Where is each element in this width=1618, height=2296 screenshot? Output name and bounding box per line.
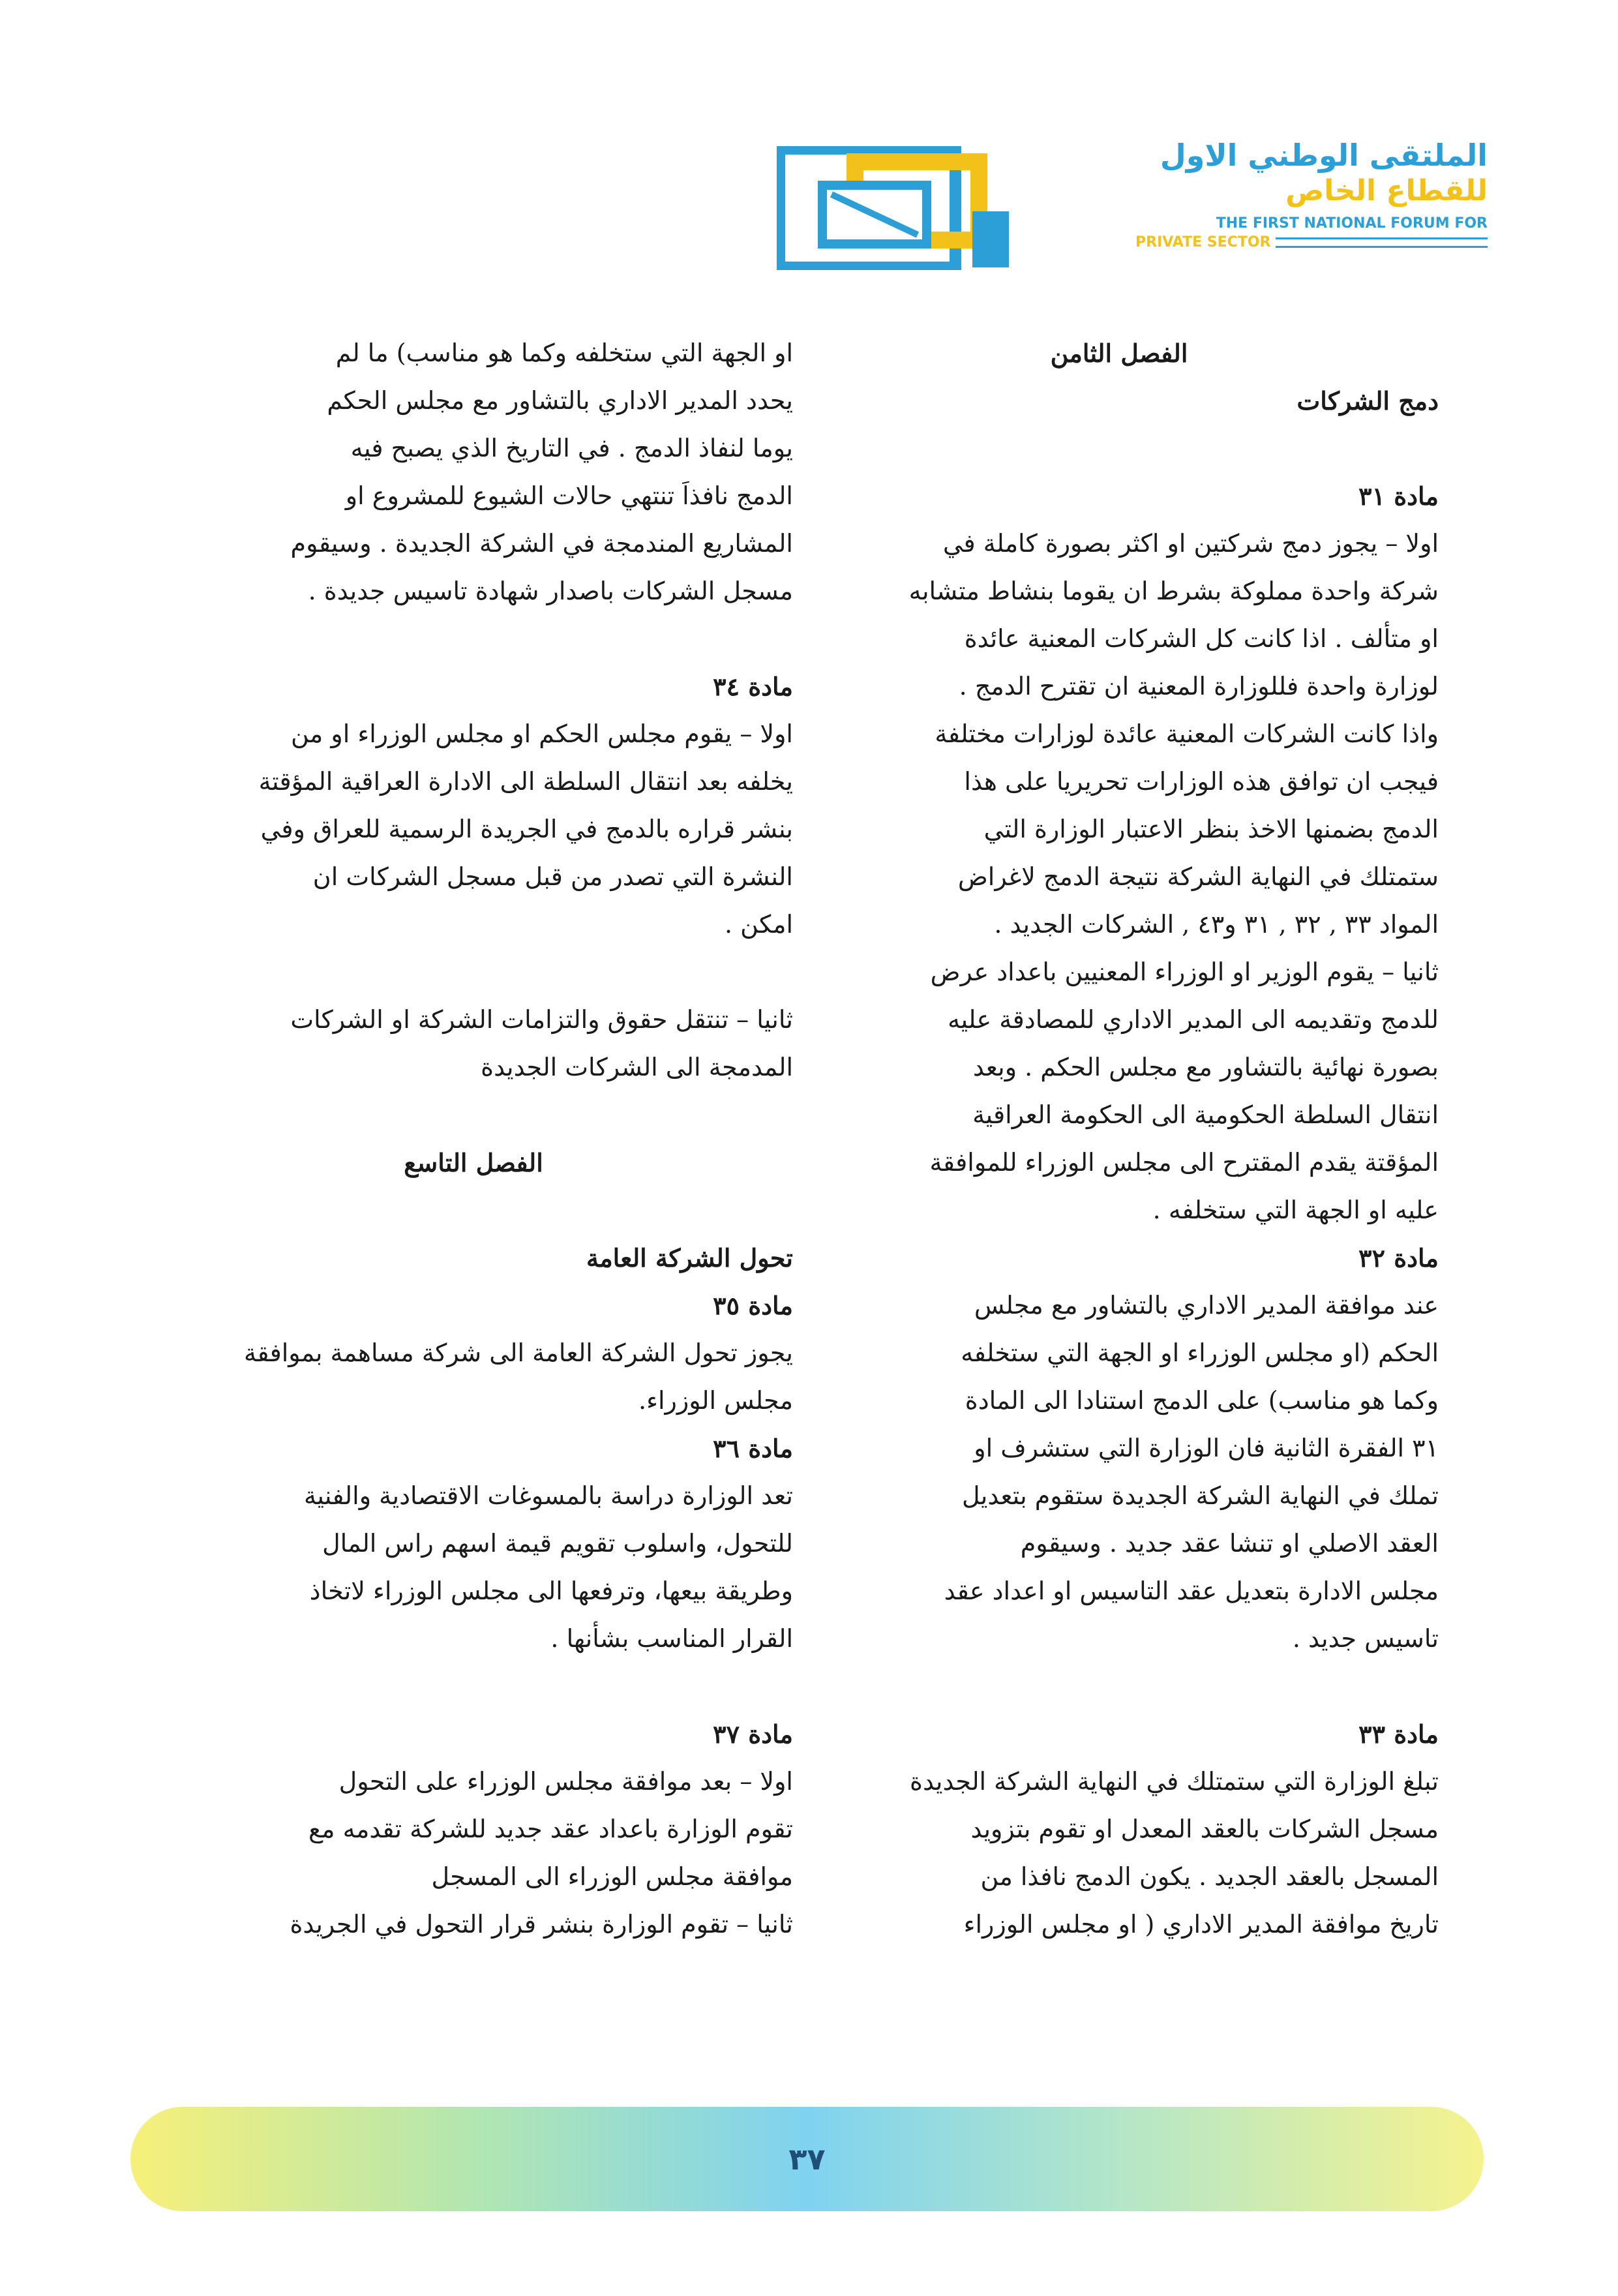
text-line: المؤقتة يقدم المقترح الى مجلس الوزراء للموافقة <box>929 1148 1439 1177</box>
text-line: الدمج بضمنها الاخذ بنظر الاعتبار الوزارة التي <box>983 815 1439 843</box>
article-36-title: مادة ٣٦ <box>713 1434 793 1463</box>
text-line: وطريقة بيعها، وترفعها الى مجلس الوزراء لاتخاذ <box>309 1577 793 1605</box>
text-line: عليه او الجهة التي ستخلفه . <box>1152 1196 1439 1224</box>
text-line: تبلغ الوزارة التي ستمتلك في النهاية الشركة الجديدة <box>910 1767 1439 1796</box>
article-34-second <box>154 996 793 1091</box>
text-line: اولا – بعد موافقة مجلس الوزراء على التحول <box>338 1767 793 1796</box>
text-line: بصورة نهائية بالتشاور مع مجلس الحكم . وبعد <box>972 1053 1439 1081</box>
text-line: النشرة التي تصدر من قبل مسجل الشركات ان <box>312 862 793 891</box>
text-line: واذا كانت الشركات المعنية عائدة لوزارات مختلفة <box>935 719 1439 748</box>
text-line: ثانيا – تقوم الوزارة بنشر قرار التحول في الجريدة <box>290 1910 793 1939</box>
text-line: المدمجة الى الشركات الجديدة <box>481 1053 793 1081</box>
text-line: الدمج نافذاَ تنتهي حالات الشيوع للمشروع او <box>345 481 793 510</box>
article-33-continuation <box>154 329 793 615</box>
text-line: او متألف . اذا كانت كل الشركات المعنية عائدة <box>964 624 1439 653</box>
article-31-title: مادة ٣١ <box>1358 481 1439 511</box>
logo-english-line1: THE FIRST NATIONAL FORUM FOR <box>1216 215 1488 232</box>
text-line: انتقال السلطة الحكومية الى الحكومة العراقية <box>972 1100 1439 1129</box>
text-line: المشاريع المندمجة في الشركة الجديدة . وسيقوم <box>290 529 793 558</box>
text-line: يجوز تحول الشركة العامة الى شركة مساهمة بموافقة <box>243 1338 793 1367</box>
article-31-body <box>800 520 1439 1234</box>
text-line: للدمج وتقديمه الى المدير الاداري للمصادقة عليه <box>948 1005 1439 1034</box>
chapter-8-title: الفصل الثامن <box>1050 339 1188 368</box>
article-35-title: مادة ٣٥ <box>713 1291 793 1320</box>
article-32-body <box>800 1282 1439 1663</box>
article-33-body <box>800 1758 1439 1948</box>
chapter-8-subtitle: دمج الشركات <box>1296 386 1439 415</box>
text-line: تقوم الوزارة باعداد عقد جديد للشركة تقدمه مع <box>308 1815 793 1843</box>
text-line: المواد ٣٣ , ٣٢ , ٣١ و٤٣ , الشركات الجديد . <box>994 910 1439 939</box>
text-line: العقد الاصلي او تنشا عقد جديد . وسيقوم <box>1020 1529 1439 1558</box>
right-column <box>800 329 1439 1948</box>
text-line: يخلفه بعد انتقال السلطة الى الادارة العراقية المؤقتة <box>258 767 793 796</box>
text-line: القرار المناسب بشأنها . <box>550 1624 793 1653</box>
article-37-title: مادة ٣٧ <box>713 1719 793 1749</box>
logo-english-line2-row <box>1135 234 1488 252</box>
article-37-body <box>154 1758 793 1948</box>
text-line: تملك في النهاية الشركة الجديدة ستقوم بتعديل <box>962 1481 1439 1510</box>
text-line: عند موافقة المدير الاداري بالتشاور مع مجلس <box>974 1291 1439 1320</box>
article-36-body <box>154 1472 793 1663</box>
text-line: فيجب ان توافق هذه الوزارات تحريريا على هذا <box>964 767 1439 796</box>
text-line: ٣١ الفقرة الثانية فان الوزارة التي ستشرف او <box>974 1434 1439 1462</box>
chapter-9-subtitle: تحول الشركة العامة <box>586 1243 793 1273</box>
text-line: لوزارة واحدة فللوزارة المعنية ان تقترح الدمج . <box>959 672 1439 701</box>
forum-logo <box>770 137 1488 274</box>
text-line: موافقة مجلس الوزراء الى المسجل <box>431 1862 793 1891</box>
text-line: شركة واحدة مملوكة بشرط ان يقوما بنشاط متشابه <box>908 577 1439 605</box>
text-line: المسجل بالعقد الجديد . يكون الدمج نافذا من <box>980 1862 1439 1891</box>
text-line: تاريخ موافقة المدير الاداري ( او مجلس الوزراء <box>963 1910 1439 1939</box>
text-line: امكن . <box>725 910 793 939</box>
text-line: مجلس الادارة بتعديل عقد التاسيس او اعداد عقد <box>944 1577 1439 1605</box>
text-line: وكما هو مناسب) على الدمج استنادا الى المادة <box>965 1386 1439 1415</box>
chapter-9-title: الفصل التاسع <box>404 1148 543 1177</box>
article-32-title: مادة ٣٢ <box>1358 1243 1439 1273</box>
logo-decorative-lines <box>1276 237 1488 248</box>
text-line: الحكم (او مجلس الوزراء او الجهة التي ستخلفه <box>961 1338 1439 1367</box>
page-number: ٣٧ <box>788 2141 826 2177</box>
text-line: مسجل الشركات بالعقد المعدل او تقوم بتزويد <box>970 1815 1439 1843</box>
text-line: مجلس الوزراء. <box>638 1386 793 1415</box>
text-line: اولا – يقوم مجلس الحكم او مجلس الوزراء او من <box>290 719 793 748</box>
text-line: تعد الوزارة دراسة بالمسوغات الاقتصادية والفنية <box>304 1481 793 1510</box>
logo-english-line2: PRIVATE SECTOR <box>1135 234 1271 250</box>
article-35-body <box>154 1329 793 1425</box>
text-line: يحدد المدير الاداري بالتشاور مع مجلس الحكم <box>327 386 793 415</box>
text-line: مسجل الشركات باصدار شهادة تاسيس جديدة . <box>308 577 793 605</box>
text-line: اولا – يجوز دمج شركتين او اكثر بصورة كاملة في <box>942 529 1439 558</box>
logo-arabic-line2: للقطاع الخاص <box>1285 174 1488 207</box>
text-line: ثانيا – يقوم الوزير او الوزراء المعنيين باعداد عرض <box>930 958 1439 986</box>
text-line: ثانيا – تنتقل حقوق والتزامات الشركة او الشركات <box>290 1005 793 1034</box>
article-34-body <box>154 710 793 948</box>
text-line: بنشر قراره بالدمج في الجريدة الرسمية للعراق وفي <box>260 815 793 843</box>
footer-banner <box>130 2107 1484 2211</box>
text-line: يوما لنفاذ الدمج . في التاريخ الذي يصبح فيه <box>350 434 793 462</box>
text-line: تاسيس جديد . <box>1292 1624 1439 1653</box>
text-line: للتحول، واسلوب تقويم قيمة اسهم راس المال <box>322 1529 793 1558</box>
text-line: ستمتلك في النهاية الشركة نتيجة الدمج لاغراض <box>957 862 1439 891</box>
logo-arabic-line1: الملتقى الوطني الاول <box>1160 138 1488 173</box>
article-33-title: مادة ٣٣ <box>1358 1719 1439 1749</box>
forum-logo-icon <box>777 146 1011 270</box>
text-line: او الجهة التي ستخلفه وكما هو مناسب) ما لم <box>335 339 793 367</box>
article-34-title: مادة ٣٤ <box>713 672 793 701</box>
left-column <box>154 329 793 1948</box>
